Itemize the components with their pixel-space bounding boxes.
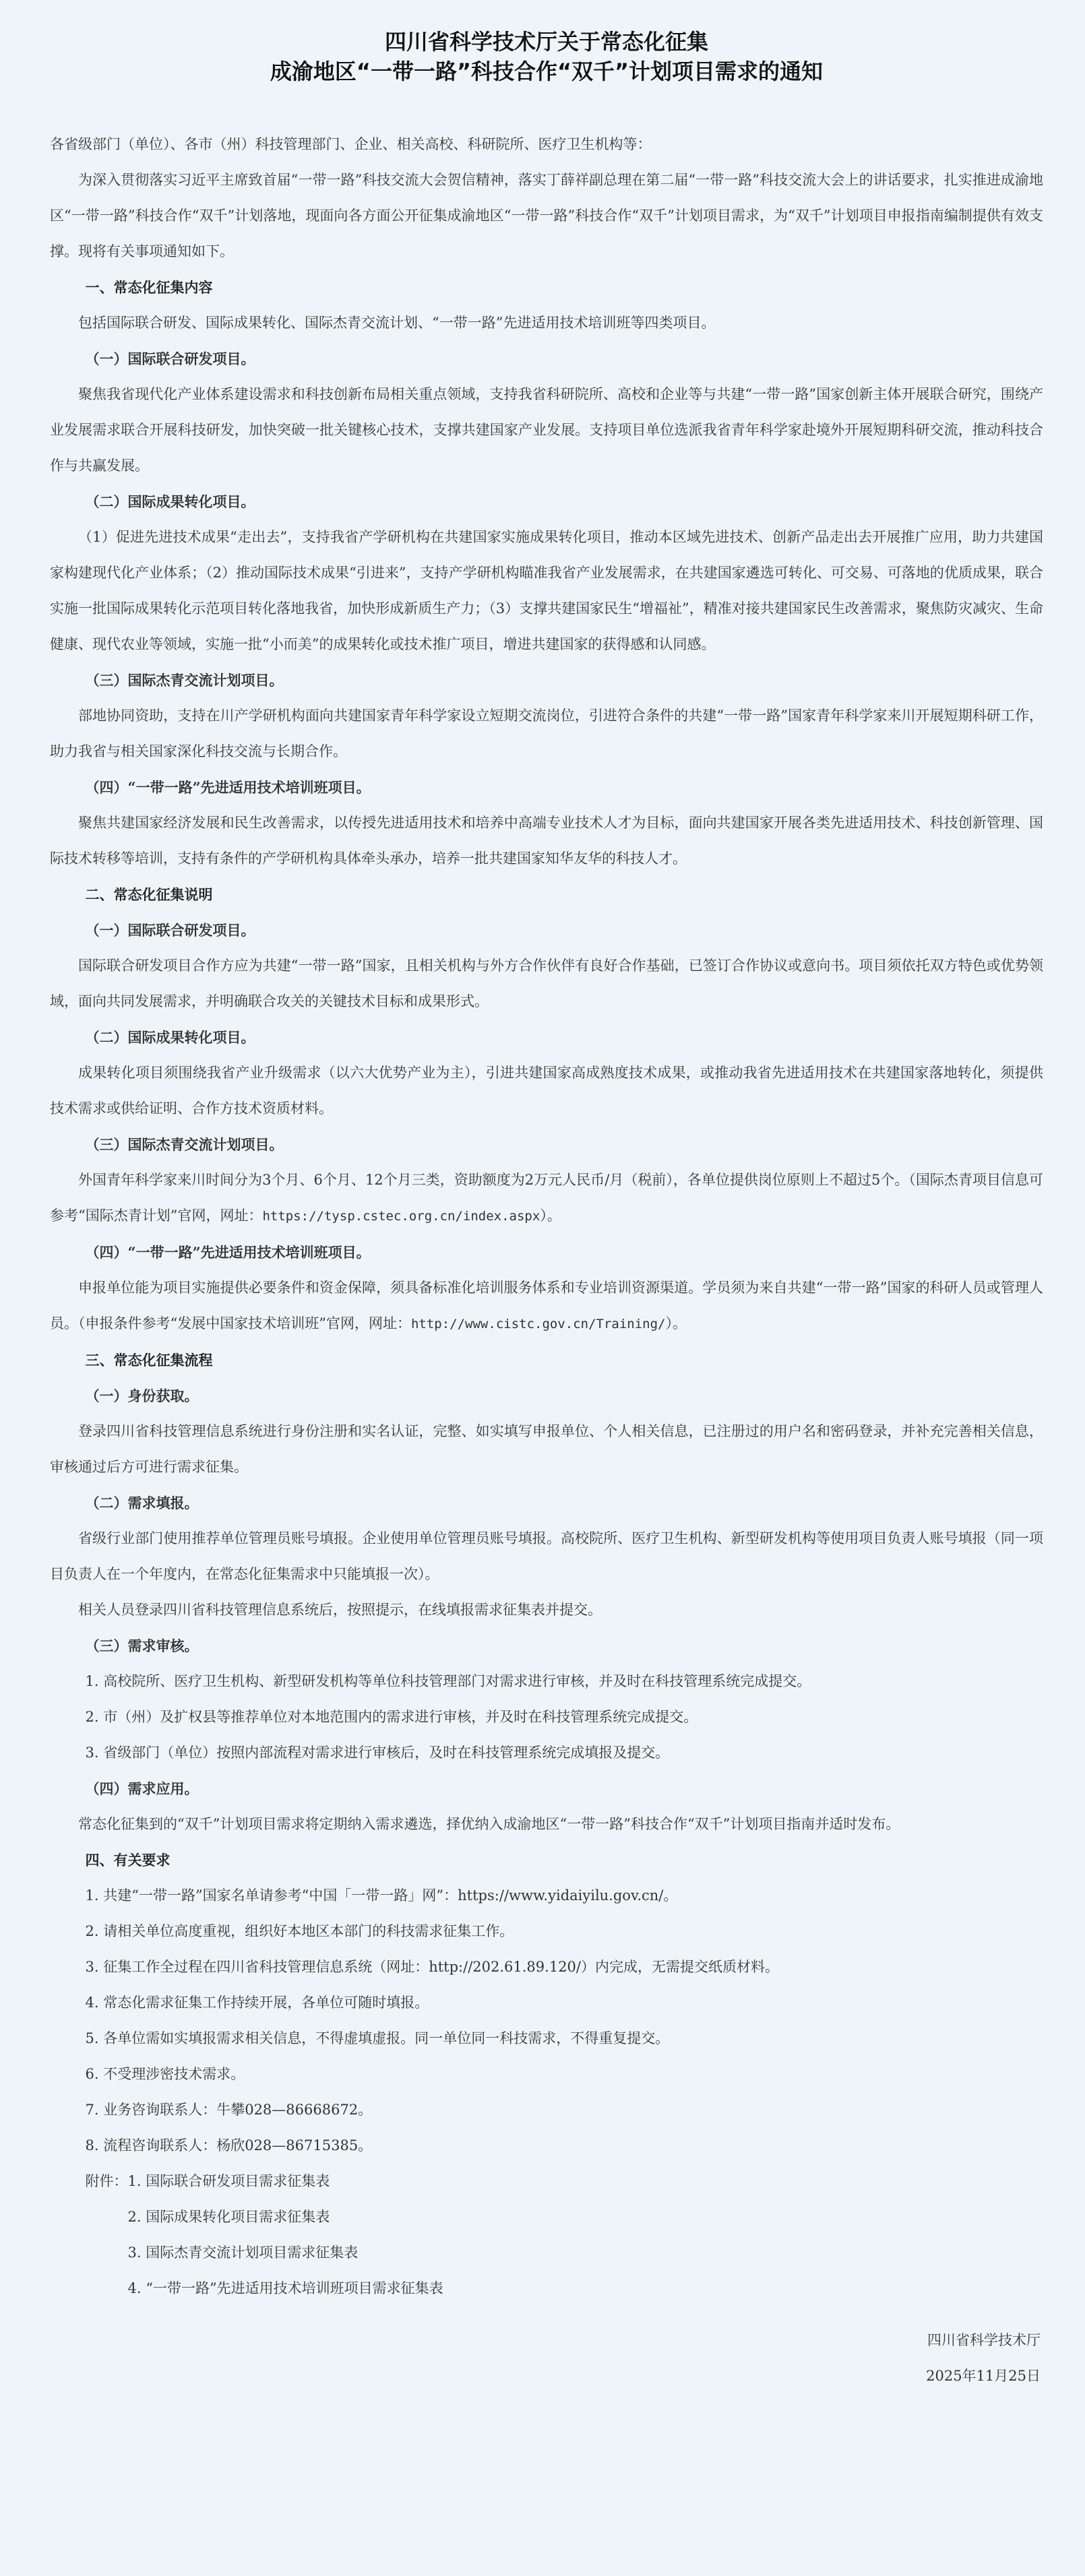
list-item: 6. 不受理涉密技术需求。 [85, 2066, 245, 2082]
section-2-sub-2-title: （二）国际成果转化项目。 [85, 1029, 255, 1046]
attachment-item: 4. “一带一路”先进适用技术培训班项目需求征集表 [127, 2280, 443, 2296]
section-3-sub-2-title: （二）需求填报。 [85, 1495, 199, 1511]
section-2-sub-3-body [50, 1162, 1043, 1234]
section-2-sub-4-text-a: 申报单位能为项目实施提供必要条件和资金保障，须具备标准化培训服务体系和专业培训资源渠道。学员须为来自共建“一带一路”国家的科研人员或管理人员。（申报条件参考“发展中国家技术培训班”官网，网址： [50, 1280, 1043, 1331]
section-3-sub-2-body-1: 省级行业部门使用推荐单位管理员账号填报。企业使用单位管理员账号填报。高校院所、医疗卫生机构、新型研发机构等使用项目负责人账号填报（同一项目负责人在一个年度内，在常态化征集需求中只能填报一次）。 [50, 1530, 1043, 1582]
signature-org: 四川省科学技术厅 [927, 2332, 1041, 2348]
section-3-sub-1-title: （一）身份获取。 [85, 1387, 199, 1404]
section-1-sub-3-title: （三）国际杰青交流计划项目。 [85, 672, 284, 689]
document-title [50, 27, 1043, 86]
section-2-sub-4-title: （四）“一带一路”先进适用技术培训班项目。 [85, 1244, 371, 1261]
list-item: 3. 省级部门（单位）按照内部流程对需求进行审核后，及时在科技管理系统完成填报及提交。 [85, 1745, 670, 1761]
section-1-lead: 包括国际联合研发、国际成果转化、国际杰青交流计划、“一带一路”先进适用技术培训班等四类项目。 [78, 315, 716, 331]
attachment-first [50, 2164, 1043, 2199]
section-3-sub-3-title: （三）需求审核。 [85, 1637, 199, 1654]
signature-date: 2025年11月25日 [926, 2368, 1041, 2384]
section-1-sub-4-body: 聚焦共建国家经济发展和民生改善需求，以传授先进适用技术和培养中高端专业技术人才为目标，面向共建国家开展各类先进适用技术、科技创新管理、国际技术转移等培训，支持有条件的产学研机构具体牵头承办，培养一批共建国家知华友华的科技人才。 [50, 815, 1043, 867]
attachment-item: 1. 国际联合研发项目需求征集表 [127, 2173, 330, 2189]
list-item: 4. 常态化需求征集工作持续开展，各单位可随时填报。 [85, 1994, 429, 2011]
attachments-label: 附件： [85, 2173, 128, 2189]
section-3-sub-4-title: （四）需求应用。 [85, 1780, 199, 1797]
section-1-heading: 一、常态化征集内容 [85, 279, 213, 296]
section-2-sub-4-text-b: ）。 [665, 1315, 687, 1331]
section-2-sub-1-title: （一）国际联合研发项目。 [85, 922, 255, 939]
list-item: 2. 请相关单位高度重视，组织好本地区本部门的科技需求征集工作。 [85, 1923, 514, 1939]
salutation: 各省级部门（单位）、各市（州）科技管理部门、企业、相关高校、科研院所、医疗卫生机构等： [50, 136, 652, 152]
section-2-heading: 二、常态化征集说明 [85, 886, 213, 903]
attachment-item: 3. 国际杰青交流计划项目需求征集表 [127, 2244, 359, 2261]
intro-paragraph: 为深入贯彻落实习近平主席致首届“一带一路”科技交流大会贺信精神，落实丁薛祥副总理在第二届“一带一路”科技交流大会上的讲话要求，扎实推进成渝地区“一带一路”科技合作“双千”计划落地，现面向各方面公开征集成渝地区“一带一路”科技合作“双千”计划项目需求，为“双千”计划项目申报指南编制提供有效支撑。现将有关事项通知如下。 [50, 172, 1043, 259]
list-item: 7. 业务咨询联系人：牛攀028—86668672。 [85, 2102, 373, 2118]
section-2-sub-2-body: 成果转化项目须围绕我省产业升级需求（以六大优势产业为主），引进共建国家高成熟度技术成果，或推动我省先进适用技术在共建国家落地转化，须提供技术需求或供给证明、合作方技术资质材料。 [50, 1065, 1043, 1117]
section-1-sub-3-body: 部地协同资助，支持在川产学研机构面向共建国家青年科学家设立短期交流岗位，引进符合条件的共建“一带一路”国家青年科学家来川开展短期科研工作，助力我省与相关国家深化科技交流与长期合作。 [50, 708, 1043, 759]
section-1-sub-1-body: 聚焦我省现代化产业体系建设需求和科技创新布局相关重点领域，支持我省科研院所、高校和企业等与共建“一带一路”国家创新主体开展联合研究，围绕产业发展需求联合开展科技研发，加快突破一批关键核心技术，支撑共建国家产业发展。支持项目单位选派我省青年科学家赴境外开展短期科研交流，推动科技合作与共赢发展。 [50, 386, 1043, 474]
section-2-sub-3-text-b: ）。 [540, 1207, 561, 1224]
section-3-heading: 三、常态化征集流程 [85, 1352, 213, 1369]
cistc-link[interactable]: http://www.cistc.gov.cn/Training/ [410, 1317, 666, 1331]
section-3-sub-2-body-2: 相关人员登录四川省科技管理信息系统后，按照提示，在线填报需求征集表并提交。 [78, 1602, 602, 1618]
section-1-sub-1-title: （一）国际联合研发项目。 [85, 350, 255, 367]
section-4-heading: 四、有关要求 [85, 1852, 170, 1868]
section-1-sub-2-title: （二）国际成果转化项目。 [85, 493, 255, 510]
list-item: 5. 各单位需如实填报需求相关信息，不得虚填虚报。同一单位同一科技需求，不得重复提交。 [85, 2030, 670, 2046]
list-item: 8. 流程咨询联系人：杨欣028—86715385。 [85, 2137, 373, 2154]
section-1-sub-4-title: （四）“一带一路”先进适用技术培训班项目。 [85, 779, 371, 796]
section-3-sub-4-body: 常态化征集到的“双千”计划项目需求将定期纳入需求遴选，择优纳入成渝地区“一带一路”科技合作“双千”计划项目指南并适时发布。 [78, 1816, 900, 1832]
section-2-sub-1-body: 国际联合研发项目合作方应为共建“一带一路”国家，且相关机构与外方合作伙伴有良好合作基础，已签订合作协议或意向书。项目须依托双方特色或优势领域，面向共同发展需求，并明确联合攻关的关键技术目标和成果形式。 [50, 957, 1043, 1009]
section-2-sub-3-title: （三）国际杰青交流计划项目。 [85, 1136, 284, 1153]
title-line-1: 四川省科学技术厅关于常态化征集 [384, 29, 708, 55]
attachment-item: 2. 国际成果转化项目需求征集表 [127, 2209, 330, 2225]
section-3-sub-1-body: 登录四川省科技管理信息系统进行身份注册和实名认证，完整、如实填写申报单位、个人相关信息，已注册过的用户名和密码登录，并补充完善相关信息，审核通过后方可进行需求征集。 [50, 1423, 1043, 1475]
section-2-sub-3-text-a: 外国青年科学家来川时间分为3个月、6个月、12个月三类，资助额度为2万元人民币/月（税前），各单位提供岗位原则上不超过5个。（国际杰青项目信息可参考“国际杰青计划”官网，网址： [50, 1172, 1043, 1224]
title-line-2: 成渝地区“一带一路”科技合作“双千”计划项目需求的通知 [270, 59, 824, 84]
list-item: 3. 征集工作全过程在四川省科技管理信息系统（网址：http://202.61.89.120/）内完成，无需提交纸质材料。 [85, 1959, 779, 1975]
list-item: 1. 高校院所、医疗卫生机构、新型研发机构等单位科技管理部门对需求进行审核，并及时在科技管理系统完成提交。 [85, 1673, 811, 1689]
tysp-link[interactable]: https://tysp.cstec.org.cn/index.aspx [262, 1209, 540, 1224]
section-2-sub-4-body [50, 1270, 1043, 1342]
section-1-sub-2-body: （1）促进先进技术成果“走出去”，支持我省产学研机构在共建国家实施成果转化项目，推动本区域先进技术、创新产品走出去开展推广应用，助力共建国家构建现代化产业体系；（2）推动国际技术成果“引进来”，支持产学研机构瞄准我省产业发展需求，在共建国家遴选可转化、可交易、可落地的优质成果，联合实施一批国际成果转化示范项目转化落地我省，加快形成新质生产力；（3）支撑共建国家民生“增福祉”，精准对接共建国家民生改善需求，聚焦防灾减灾、生命健康、现代农业等领域，实施一批“小而美”的成果转化或技术推广项目，增进共建国家的获得感和认同感。 [50, 529, 1043, 652]
list-item: 1. 共建“一带一路”国家名单请参考“中国「一带一路」网”：https://www.yidaiyilu.gov.cn/。 [85, 1887, 678, 1904]
list-item: 2. 市（州）及扩权县等推荐单位对本地范围内的需求进行审核，并及时在科技管理系统完成提交。 [85, 1709, 698, 1725]
